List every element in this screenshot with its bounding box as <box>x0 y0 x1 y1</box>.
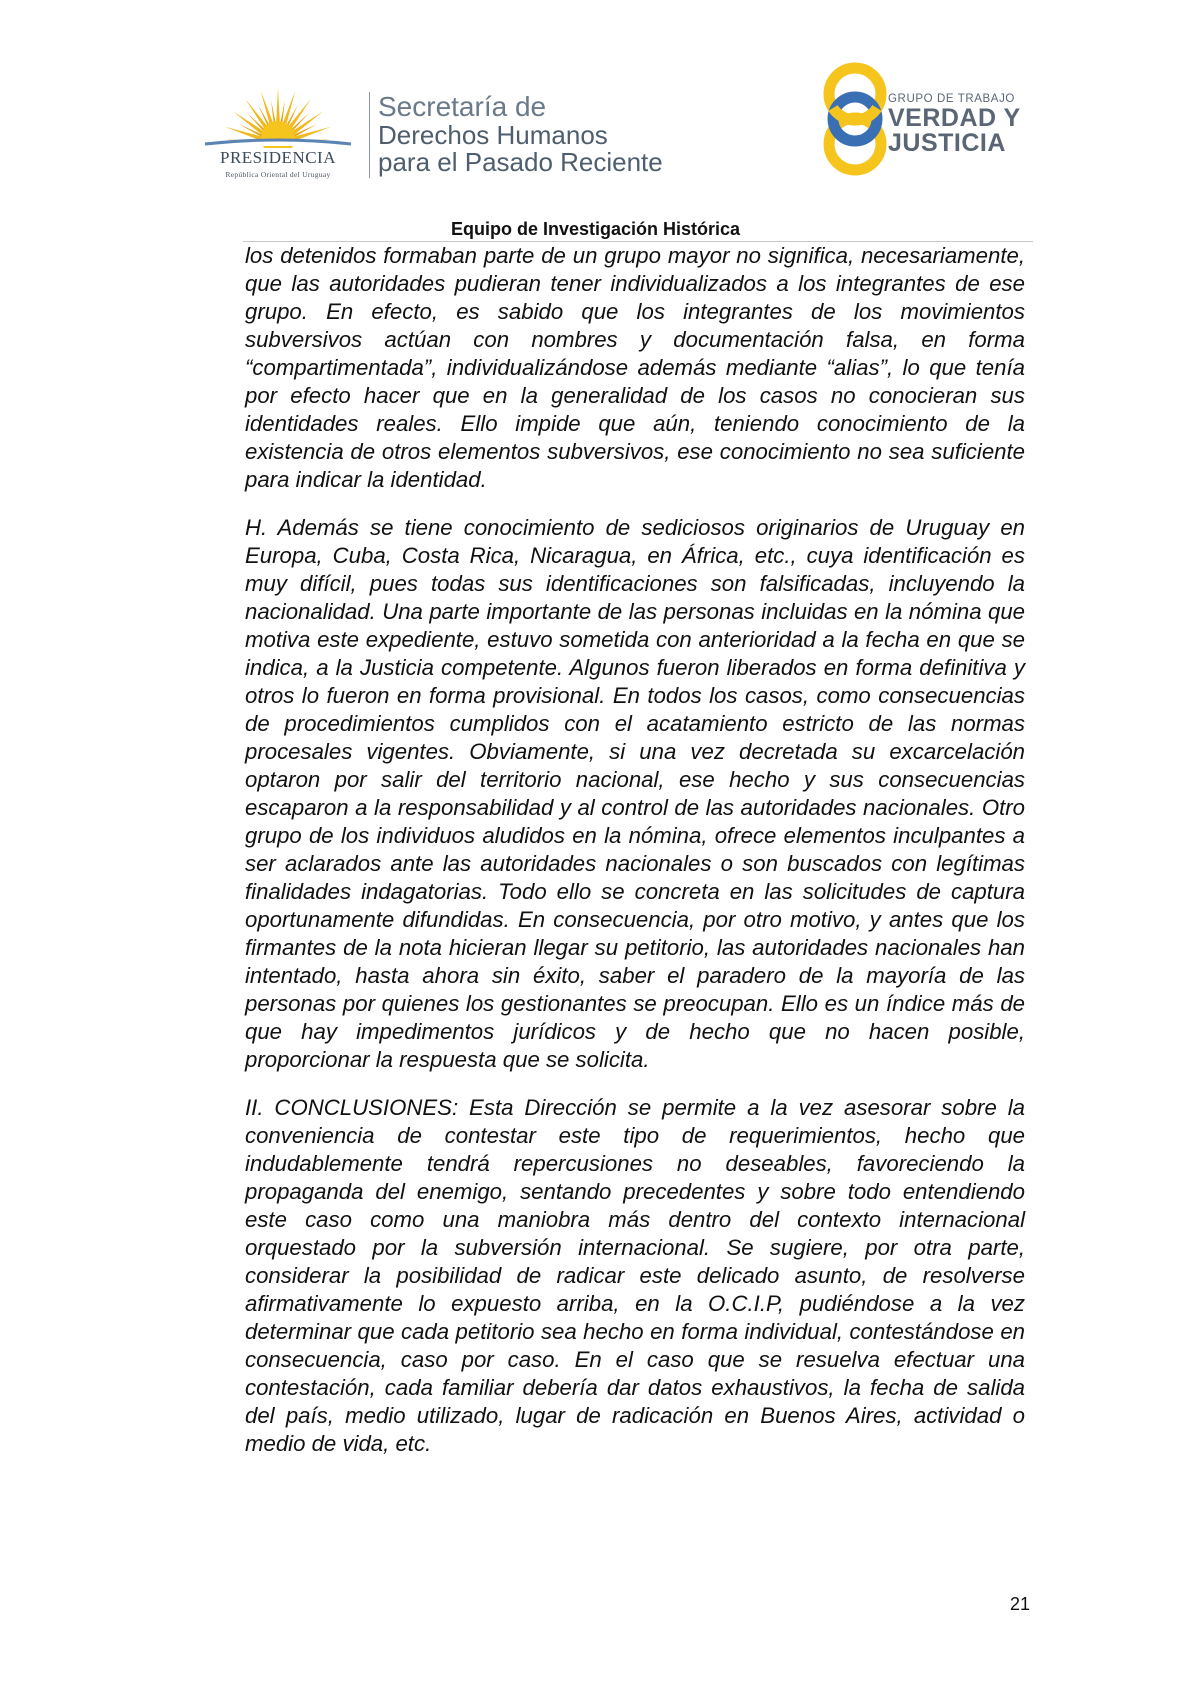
presidencia-subtitle: República Oriental del Uruguay <box>225 170 331 179</box>
document-body <box>245 242 1025 1478</box>
paragraph-continuation: los detenidos formaban parte de un grupo mayor no significa, necesariamente, que las autoridades pudieran tener individualizados a los integrantes de ese grupo. En efecto, es sabido que los integrantes de los movimientos subversivos actúan con nombres y documentación falsa, en forma “compartimentada”, individualizándose además mediante “alias”, lo que tenía por efecto hacer que en la generalidad de los casos no conocieran sus identidades reales. Ello impide que aún, teniendo conocimiento de la existencia de otros elementos subversivos, ese conocimiento no sea suficiente para indicar la identidad. <box>245 243 1025 492</box>
section-label: Equipo de Investigación Histórica <box>450 219 741 239</box>
vyj-line-3: JUSTICIA <box>888 129 1006 157</box>
secretaria-line-1: Secretaría de <box>378 91 547 122</box>
presidencia-name: PRESIDENCIA <box>219 148 336 167</box>
paragraph-h: H. Además se tiene conocimiento de sediciosos originarios de Uruguay en Europa, Cuba, Costa Rica, Nicaragua, en África, etc., cuya identificación es muy difícil, pues todas sus identificaciones son falsificadas, incluyendo la nacionalidad. Una parte importante de las personas incluidas en la nómina que motiva este expediente, estuvo sometida con anterioridad a la fecha en que se indica, a la Justicia competente. Algunos fueron liberados en forma definitiva y otros lo fueron en forma provisional. En todos los casos, como consecuencias de procedimientos cumplidos con el acatamiento estricto de las normas procesales vigentes. Obviamente, si una vez decretada su excarcelación optaron por salir del territorio nacional, ese hecho y sus consecuencias escaparon a la responsabilidad y al control de las autoridades nacionales. Otro grupo de los individuos aludidos en la nómina, ofrece elementos inculpantes a ser aclarados ante las autoridades nacionales o son buscados con legítimas finalidades indagatorias. Todo ello se concreta en las solicitudes de captura oportunamente difundidas. En consecuencia, por otro motivo, y antes que los firmantes de la nota hicieran llegar su petitorio, las autoridades nacionales han intentado, hasta ahora sin éxito, saber el paradero de la mayoría de las personas por quienes los gestionantes se preocupan. Ello es un índice más de que hay impedimentos jurídicos y de hecho que no hacen posible, proporcionar la respuesta que se solicita. <box>245 515 1025 1072</box>
vyj-line-2: VERDAD Y <box>888 104 1021 132</box>
vyj-line-1: GRUPO DE TRABAJO <box>888 93 1015 105</box>
verdad-justicia-logo-text <box>888 92 1021 156</box>
paragraph-conclusiones: II. CONCLUSIONES: Esta Dirección se permite a la vez asesorar sobre la conveniencia de contestar este tipo de requerimientos, hecho que indudablemente tendrá repercusiones no deseables, favoreciendo la propaganda del enemigo, sentando precedentes y sobre todo entendiendo este caso como una maniobra más dentro del contexto internacional orquestado por la subversión internacional. Se sugiere, por otra parte, considerar la posibilidad de radicar este delicado asunto, de resolverse afirmativamente lo expuesto arriba, en la O.C.I.P, pudiéndose a la vez determinar que cada petitorio sea hecho en forma individual, contestándose en consecuencia, caso por caso. En el caso que se resuelva efectuar una contestación, cada familiar debería dar datos exhaustivos, la fecha de salida del país, medio utilizado, lugar de radicación en Buenos Aires, actividad o medio de vida, etc. <box>245 1095 1025 1456</box>
sun-emblem-icon <box>193 82 363 148</box>
secretaria-logo-text <box>378 92 663 176</box>
secretaria-line-3: para el Pasado Reciente <box>378 147 663 177</box>
logo-divider <box>369 92 370 178</box>
presidencia-logo <box>193 82 363 182</box>
page-number: 21 <box>1009 1594 1030 1614</box>
secretaria-line-2: Derechos Humanos <box>378 120 608 150</box>
